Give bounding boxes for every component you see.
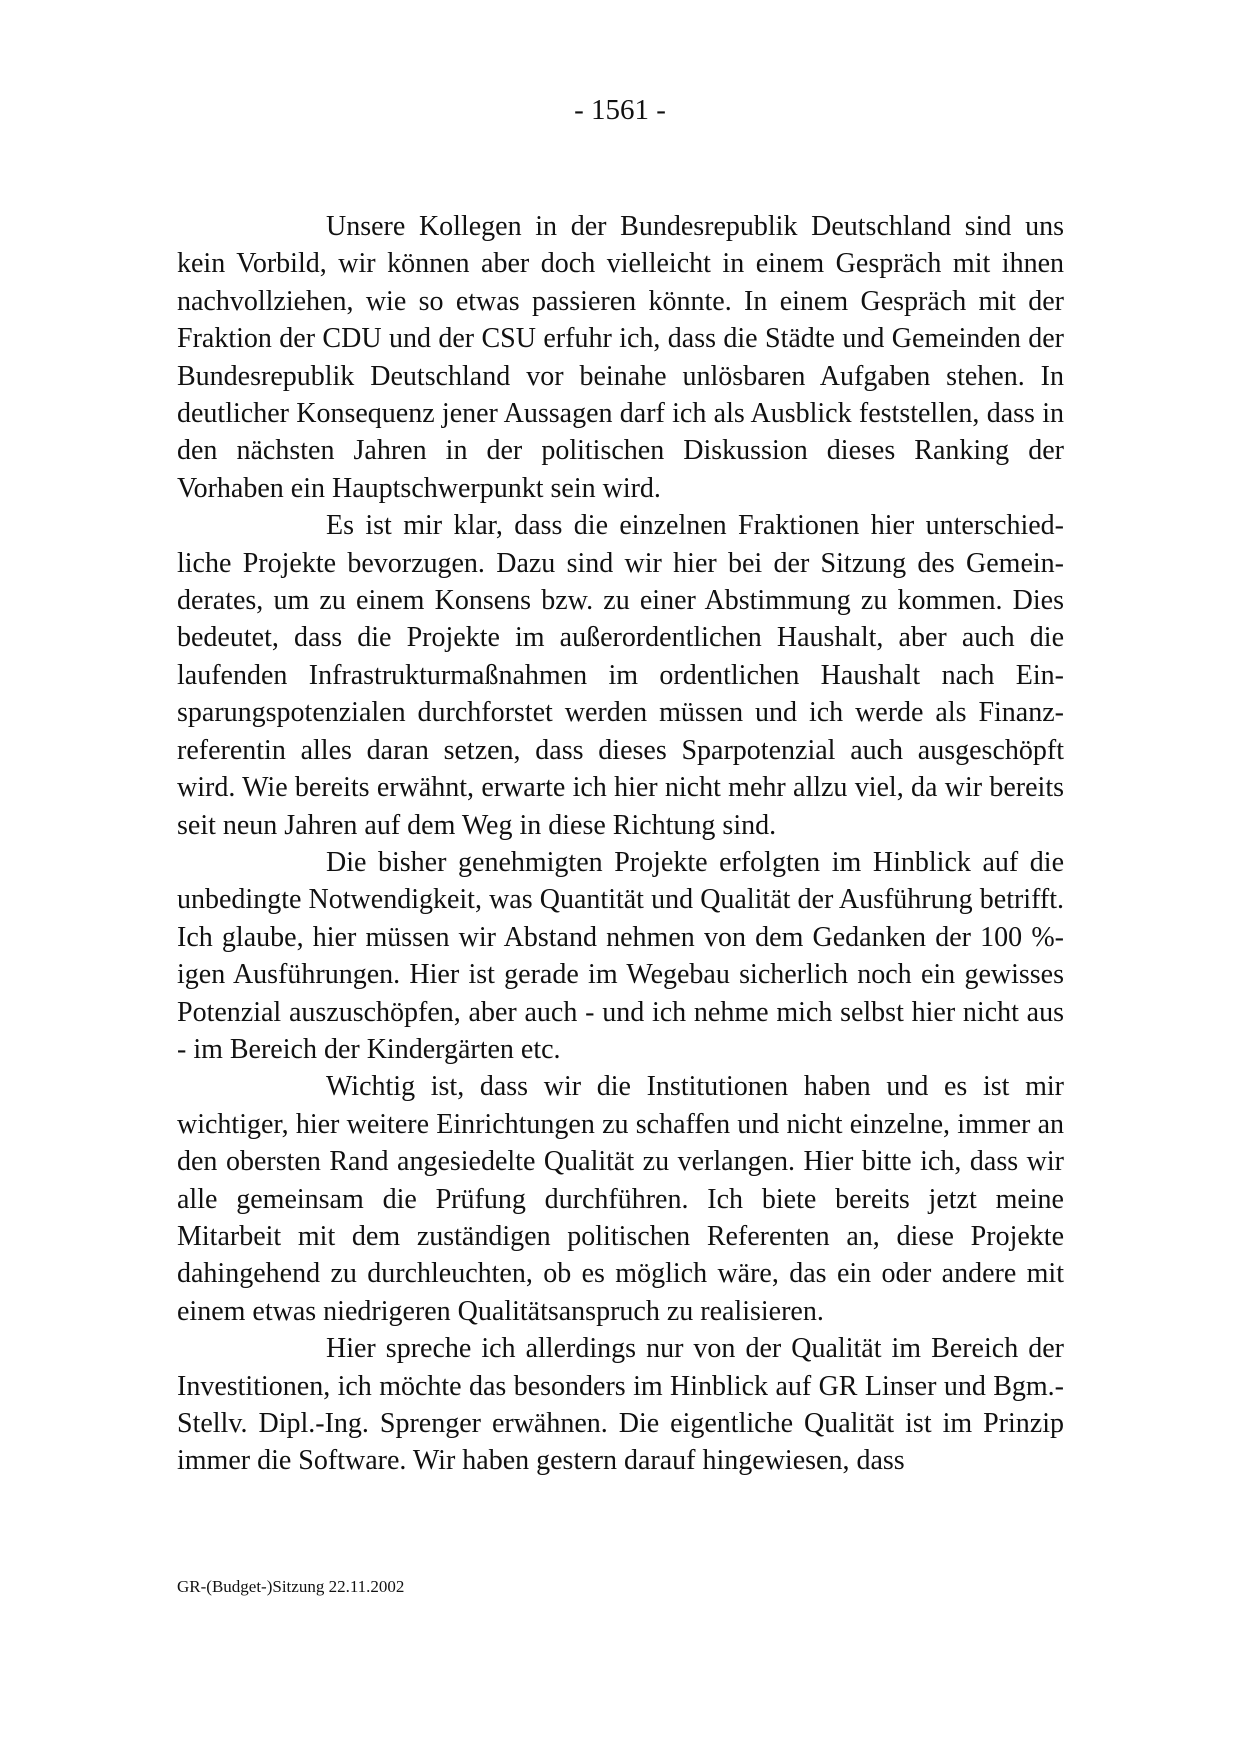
page-footer: GR-(Budget-)Sitzung 22.11.2002 xyxy=(177,1577,405,1596)
paragraph: Die bisher genehmigten Projekte erfolgten im Hinblick auf die unbedingte Notwendigkeit, was Quantität und Qualität der Ausführung betrifft. Ich glaube, hier müssen wir Abstand nehmen von dem Gedanken der 100 %-igen Ausführungen. Hier ist gerade im Wegebau sicherlich noch ein gewisses Potenzial auszuschöpfen, aber auch - und ich nehme mich selbst hier nicht aus - im Bereich der Kindergärten etc. xyxy=(177,846,1064,1065)
paragraph: Es ist mir klar, dass die einzelnen Fraktionen hier unterschiedliche Projekte bevorzugen. Dazu sind wir hier bei der Sitzung des Gemeinderates, um zu einem Konsens bzw. zu einer Abstimmung zu kommen. Dies bedeutet, dass die Projekte im außerordentlichen Haushalt, aber auch die laufenden Infrastrukturmaßnahmen im ordentlichen Haushalt nach Einsparungspotenzialen durchforstet werden müssen und ich werde als Finanzreferentin alles daran setzen, dass dieses Sparpotenzial auch ausgeschöpft wird. Wie bereits erwähnt, erwarte ich hier nicht mehr allzu viel, da wir bereits seit neun Jahren auf dem Weg in diese Richtung sind. xyxy=(177,510,1064,841)
paragraph: Hier spreche ich allerdings nur von der Qualität im Bereich der Investitionen, ich möchte das besonders im Hinblick auf GR Linser und Bgm.-Stellv. Dipl.-Ing. Sprenger erwähnen. Die eigentliche Qualität ist im Prinzip immer die Software. Wir haben gestern darauf hingewiesen, dass xyxy=(177,1333,1064,1477)
paragraph: Unsere Kollegen in der Bundesrepublik Deutschland sind uns kein Vorbild, wir können aber doch vielleicht in einem Gespräch mit ihnen nachvollziehen, wie so etwas passieren könnte. In einem Gespräch mit der Fraktion der CDU und der CSU erfuhr ich, dass die Städte und Gemeinden der Bundesrepublik Deutschland vor beinahe unlösbaren Aufgaben stehen. In deutlicher Konsequenz jener Aussagen darf ich als Ausblick feststellen, dass in den nächsten Jahren in der politischen Diskussion dieses Ranking der Vorhaben ein Hauptschwerpunkt sein wird. xyxy=(177,211,1064,504)
page-number: - 1561 - xyxy=(574,94,666,126)
paragraph: Wichtig ist, dass wir die Institutionen haben und es ist mir wichtiger, hier weitere Einrichtungen zu schaffen und nicht einzelne, immer an den obersten Rand angesiedelte Qualität zu verlangen. Hier bitte ich, dass wir alle gemeinsam die Prüfung durchführen. Ich biete bereits jetzt meine Mitarbeit mit dem zuständigen politischen Referenten an, diese Projekte dahingehend zu durchleuchten, ob es möglich wäre, das ein oder andere mit einem etwas niedrigeren Qualitätsanspruch zu realisieren. xyxy=(177,1071,1064,1327)
body-text xyxy=(177,208,1064,1480)
